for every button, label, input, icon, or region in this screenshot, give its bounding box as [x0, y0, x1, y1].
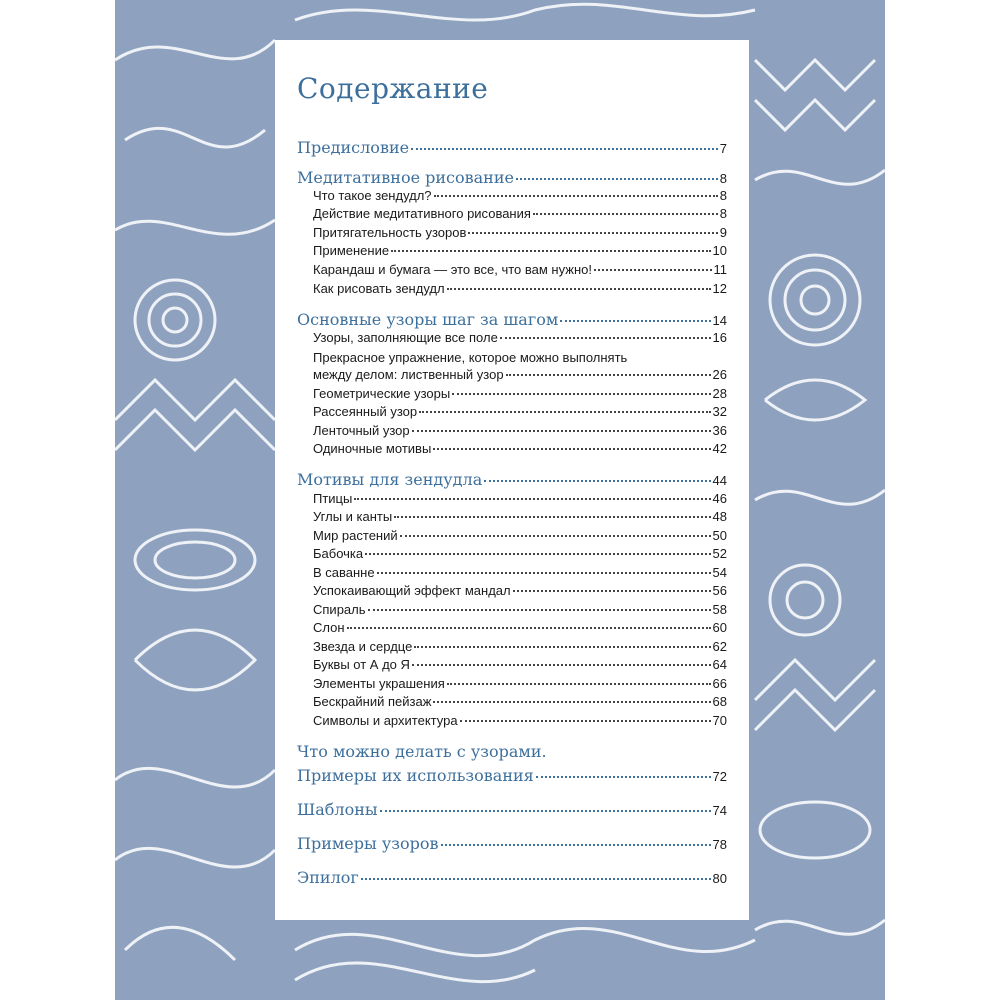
- leader-dots: [368, 609, 711, 611]
- toc-page-number: 64: [712, 657, 727, 672]
- toc-entry-label: Шаблоны: [297, 800, 378, 819]
- toc-entry-label: Мир растений: [313, 528, 398, 543]
- toc-page-number: 8: [719, 188, 727, 203]
- leader-dots: [419, 411, 710, 413]
- toc-entry-label: Предисловие: [297, 138, 410, 157]
- toc-entry-label: Что такое зендудл?: [313, 188, 432, 203]
- toc-page-number: 42: [712, 441, 727, 456]
- leader-dots: [533, 213, 718, 215]
- toc-entry-label: Притягательность узоров: [313, 225, 467, 240]
- toc-entry-label: Символы и архитектура: [313, 713, 458, 728]
- toc-entry-label: Спираль: [313, 602, 366, 617]
- toc-page-number: 54: [712, 565, 727, 580]
- toc-entry-label: Одиночные мотивы: [313, 441, 432, 456]
- toc-entry-label: Примеры узоров: [297, 834, 439, 853]
- toc-page-number: 68: [712, 694, 727, 709]
- toc-page-number: 60: [712, 620, 727, 635]
- toc-entry[interactable]: [313, 713, 727, 735]
- leader-dots: [414, 646, 710, 648]
- toc-page-number: 62: [712, 639, 727, 654]
- toc-page-number: 80: [712, 871, 727, 886]
- toc-page-number: 46: [712, 491, 727, 506]
- toc-page-number: 7: [719, 141, 727, 156]
- toc-entry-label: Карандаш и бумага — это все, что вам нужно!: [313, 262, 592, 277]
- toc-entry-label: Углы и канты: [313, 509, 393, 524]
- toc-entry[interactable]: [313, 330, 727, 352]
- toc-entry-label: В саванне: [313, 565, 375, 580]
- toc-entry-label: Рассеянный узор: [313, 404, 418, 419]
- leader-dots: [513, 590, 711, 592]
- toc-entry-label: Буквы от А до Я: [313, 657, 410, 672]
- toc-entry-label: Применение: [313, 243, 390, 258]
- toc-entry-label: Мотивы для зендудла: [297, 470, 483, 489]
- toc-page-number: 56: [712, 583, 727, 598]
- toc-page-number: 52: [712, 546, 727, 561]
- toc-entry-label: Бабочка: [313, 546, 364, 561]
- toc-page-number: 36: [712, 423, 727, 438]
- toc-page-number: 12: [712, 281, 727, 296]
- toc-entry-label: Действие медитативного рисования: [313, 206, 531, 221]
- leader-dots: [460, 720, 711, 722]
- toc-entry-pattern-examples[interactable]: [297, 834, 727, 856]
- leader-dots: [506, 374, 711, 376]
- toc-page-number: 11: [713, 262, 727, 277]
- toc-entry-label: Как рисовать зендудл: [313, 281, 445, 296]
- toc-page-number: 50: [712, 528, 727, 543]
- toc-page-number: 78: [712, 837, 727, 852]
- leader-dots: [516, 178, 718, 180]
- leader-dots: [536, 776, 711, 778]
- leader-dots: [500, 337, 711, 339]
- toc-page-number: 70: [712, 713, 727, 728]
- leader-dots: [394, 516, 710, 518]
- leader-dots: [452, 393, 710, 395]
- toc-page-number: 66: [712, 676, 727, 691]
- leader-dots: [354, 498, 710, 500]
- toc-entry-label-line1: Что можно делать с узорами.: [297, 742, 547, 761]
- leader-dots: [433, 448, 710, 450]
- toc-entry-meditative-drawing[interactable]: [297, 168, 727, 190]
- toc-entry-label: Звезда и сердце: [313, 639, 413, 654]
- leader-dots: [347, 627, 711, 629]
- toc-page-number: 74: [712, 803, 727, 818]
- leader-dots: [433, 701, 710, 703]
- leader-dots: [377, 572, 711, 574]
- toc-entry[interactable]: [313, 281, 727, 303]
- toc-entry-label: между делом: лиственный узор: [313, 367, 504, 382]
- toc-entry-label: Основные узоры шаг за шагом: [297, 310, 559, 329]
- toc-entry-label: Бескрайний пейзаж: [313, 694, 432, 709]
- leader-dots: [441, 844, 711, 846]
- leader-dots: [447, 683, 711, 685]
- leader-dots: [411, 148, 718, 150]
- leader-dots: [400, 535, 711, 537]
- toc-page-number: 44: [712, 473, 727, 488]
- leader-dots: [594, 269, 712, 271]
- toc-entry-templates[interactable]: [297, 800, 727, 822]
- leader-dots: [468, 232, 717, 234]
- toc-entry-label: Медитативное рисование: [297, 168, 514, 187]
- toc-entry-basic-patterns[interactable]: [297, 310, 727, 332]
- toc-page-number: 8: [719, 206, 727, 221]
- toc-entry-label: Геометрические узоры: [313, 386, 451, 401]
- leader-dots: [391, 250, 710, 252]
- toc-entry-zendoodle-motifs[interactable]: [297, 470, 727, 492]
- toc-entry-label: Успокаивающий эффект мандал: [313, 583, 511, 598]
- toc-entry[interactable]: [313, 441, 727, 463]
- toc-page-number: 48: [712, 509, 727, 524]
- toc-page-number: 58: [712, 602, 727, 617]
- page-title: Содержание: [297, 72, 489, 105]
- leader-dots: [412, 664, 711, 666]
- toc-entry-label: Узоры, заполняющие все поле: [313, 330, 498, 345]
- leader-dots: [365, 553, 710, 555]
- toc-page-number: 28: [712, 386, 727, 401]
- toc-page-number: 72: [712, 769, 727, 784]
- toc-entry-label: Примеры их использования: [297, 766, 534, 785]
- toc-entry-label: Эпилог: [297, 868, 359, 887]
- leader-dots: [434, 195, 718, 197]
- toc-entry-epilogue[interactable]: [297, 868, 727, 890]
- toc-page-number: 26: [712, 367, 727, 382]
- toc-entry-uses[interactable]: [297, 766, 727, 788]
- toc-page-number: 9: [719, 225, 727, 240]
- toc-page-number: 14: [712, 313, 727, 328]
- toc-entry-preface[interactable]: [297, 138, 727, 160]
- toc-entry-label: Элементы украшения: [313, 676, 445, 691]
- toc-page-number: 32: [712, 404, 727, 419]
- toc-entry-label: Птицы: [313, 491, 353, 506]
- toc-page-number: 16: [712, 330, 727, 345]
- toc-entry-label: Ленточный узор: [313, 423, 410, 438]
- table-of-contents: [275, 40, 749, 920]
- leader-dots: [560, 320, 710, 322]
- toc-page-number: 8: [719, 171, 727, 186]
- toc-entry-label-line1: Прекрасное упражнение, которое можно выполнять: [313, 350, 628, 365]
- leader-dots: [412, 430, 711, 432]
- leader-dots: [484, 480, 710, 482]
- toc-entry-label: Слон: [313, 620, 345, 635]
- leader-dots: [361, 878, 711, 880]
- leader-dots: [380, 810, 711, 812]
- toc-page-number: 10: [712, 243, 727, 258]
- leader-dots: [447, 288, 711, 290]
